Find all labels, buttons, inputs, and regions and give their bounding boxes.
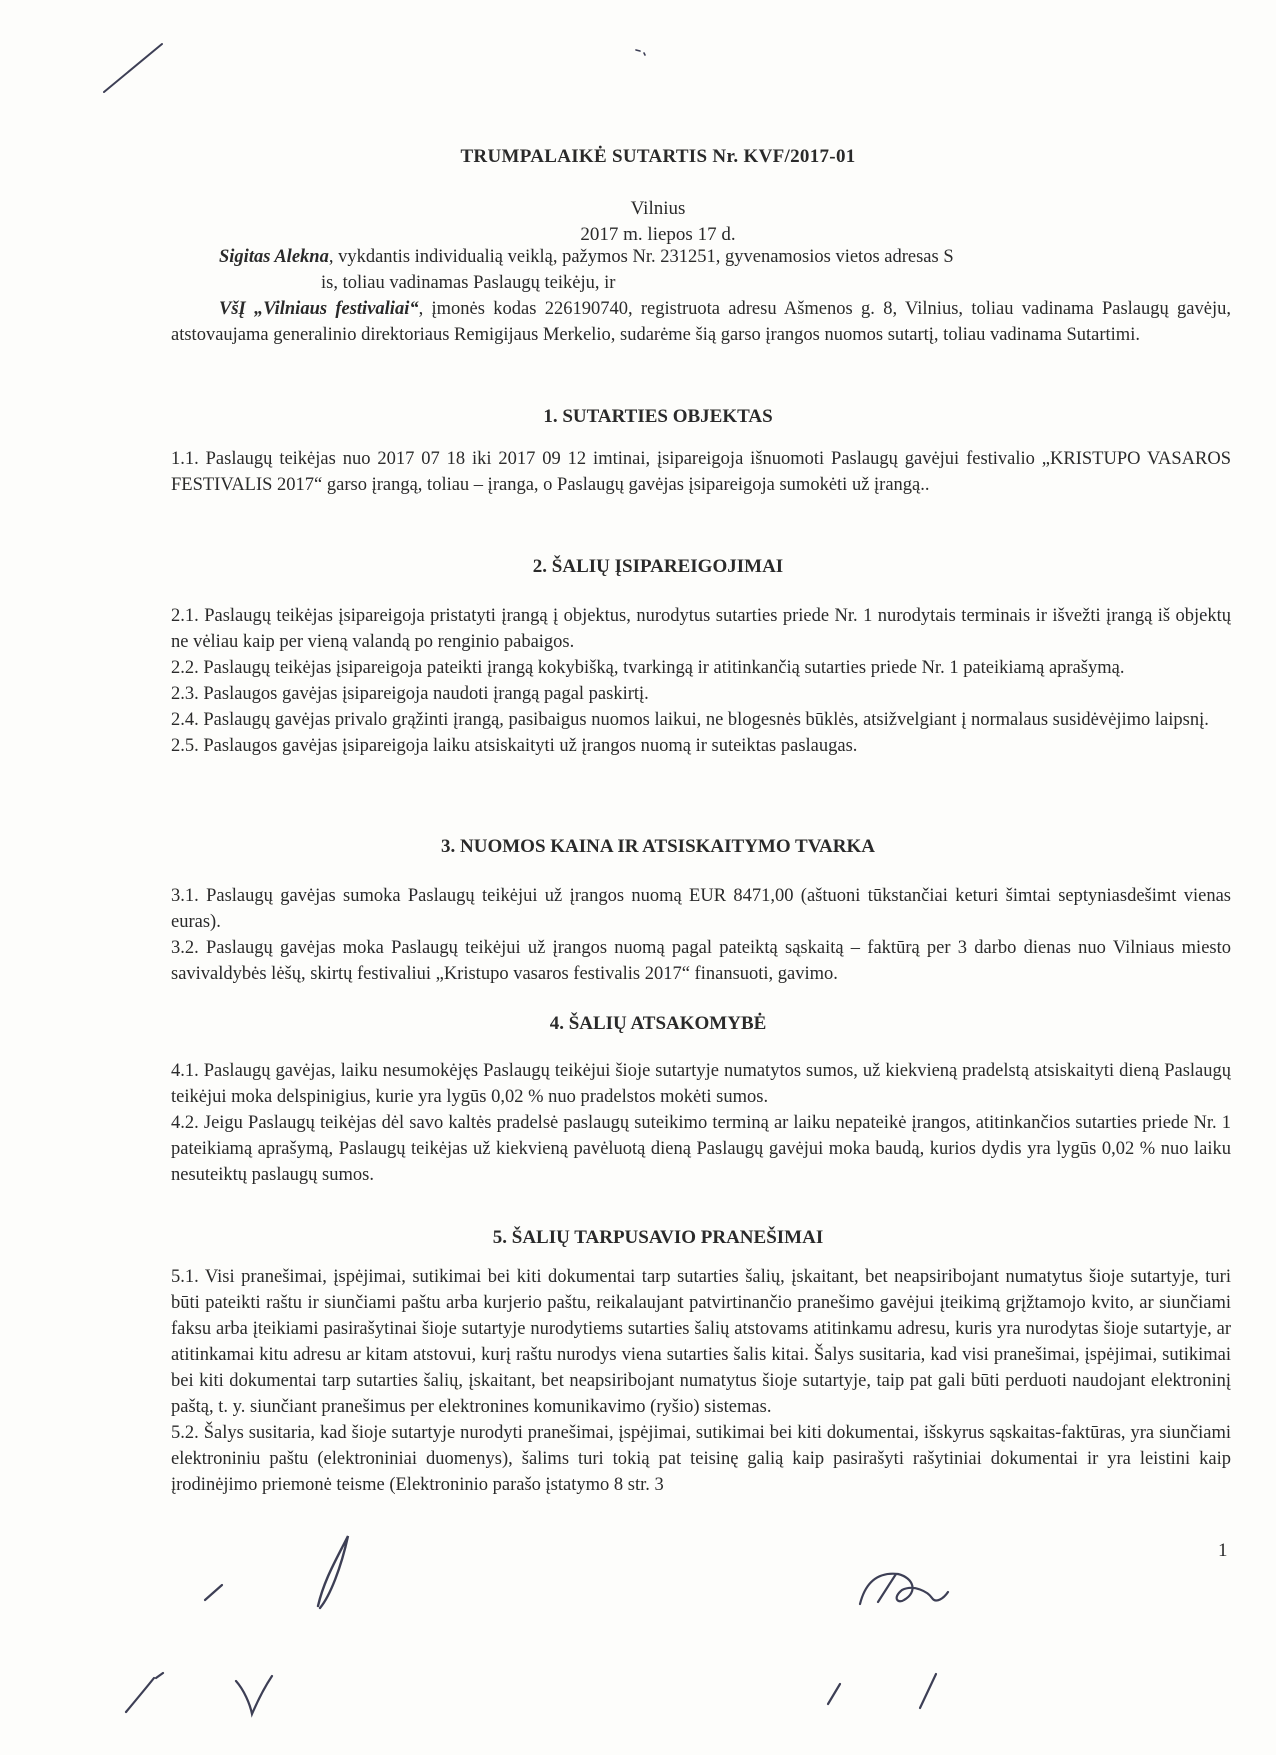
section-5-body [171, 1264, 1231, 1498]
section-4-heading: 4. ŠALIŲ ATSAKOMYBĖ [549, 1013, 767, 1034]
section-1-body [171, 446, 1231, 498]
clause-2-4: 2.4. Paslaugų gavėjas privalo grąžinti įrangą, pasibaigus nuomos laikui, ne blogesnės būklės, atsižvelgiant į normalaus susidėvėjimo laipsnį. [171, 710, 1209, 730]
clause-5-2: 5.2. Šalys susitaria, kad šioje sutartyje nurodyti pranešimai, įspėjimai, sutikimai bei kiti dokumentai, išskyrus sąskaitas-faktūras, yra siunčiami elektroniniu paštu (elektroniniai duomenys), šalims turi tokią pat teisinę galią kaip pasirašyti rašytiniai dokumentai ir yra leistini kaip įrodinėjimo priemonė teisme (Elektroninio parašo įstatymo 8 str. 3 [171, 1423, 1231, 1495]
party2-name: VšĮ „Vilniaus festivaliai“ [219, 299, 419, 319]
initial-mark-3 [126, 1673, 163, 1712]
pen-stroke-top-left [104, 44, 162, 92]
party1-name: Sigitas Alekna [219, 247, 329, 267]
clause-3-1: 3.1. Paslaugų gavėjas sumoka Paslaugų teikėjui už įrangos nuomą EUR 8471,00 (aštuoni tūkstančiai keturi šimtai septyniasdešimt vienas euras). [171, 886, 1231, 932]
intro-party2 [171, 296, 1231, 348]
section-2-heading: 2. ŠALIŲ ĮSIPAREIGOJIMAI [532, 556, 784, 577]
intro-block [171, 244, 1231, 348]
party2-text: , įmonės kodas 226190740, registruota adresu Ašmenos g. 8, Vilnius, toliau vadinama Paslaugų gavėju, atstovaujama generalinio direktoriaus Remigijaus Merkelio, sudarėme šią garso įrangos nuomos sutartį, toliau vadinama Sutartimi. [171, 299, 1231, 345]
signature-mark [860, 1574, 948, 1604]
clause-2-1: 2.1. Paslaugų teikėjas įsipareigoja pristatyti įrangą į objektus, nurodytus sutarties priede Nr. 1 nurodytais terminais ir išvežti įrangą iš objektų ne vėliau kaip per vieną valandą po renginio pabaigos. [171, 606, 1231, 652]
document-place: Vilnius [630, 198, 686, 219]
section-3-heading: 3. NUOMOS KAINA IR ATSISKAITYMO TVARKA [441, 836, 875, 857]
clause-5-1: 5.1. Visi pranešimai, įspėjimai, sutikimai bei kiti dokumentai tarp sutarties šalių, įskaitant, bet neapsiribojant numatytus šioje sutartyje, turi būti pateikti raštu ir siunčiami paštu arba kurjerio paštu, reikalaujant patvirtinančio pranešimo gavėjui įteikimą grįžtamojo kvito, ar siunčiami faksu arba įteikiami pasirašytinai šioje sutartyje nurodytiems sutarties šalių atstovams atitinkamu adresu, kuris yra nurodytas šioje sutartyje, ar atitinkamai kitu adresu ar kitam atstovui, kurį raštu nurodys viena sutarties šalis kitai. Šalys susitaria, kad visi pranešimai, įspėjimai, sutikimai bei kiti dokumentai tarp sutarties šalių, įskaitant, bet neapsiribojant numatytus šioje sutartyje, taip pat gali būti perduoti naudojant elektroninį paštą, t. y. siunčiant pranešimus per elektronines komunikavimo (ryšio) sistemas. [171, 1267, 1231, 1417]
initial-mark-1 [205, 1585, 222, 1600]
section-4-body [171, 1058, 1231, 1188]
page-number: 1 [1218, 1540, 1228, 1561]
clause-2-2: 2.2. Paslaugų teikėjas įsipareigoja pateikti įrangą kokybišką, tvarkingą ir atitinkančią sutarties priede Nr. 1 pateikiamą aprašymą. [171, 658, 1125, 678]
section-1-heading: 1. SUTARTIES OBJEKTAS [543, 406, 773, 427]
document-title: TRUMPALAIKĖ SUTARTIS Nr. KVF/2017-01 [460, 146, 856, 167]
section-5-heading: 5. ŠALIŲ TARPUSAVIO PRANEŠIMAI [492, 1227, 824, 1248]
document-date: 2017 m. liepos 17 d. [580, 224, 736, 245]
scan-dot-top [636, 50, 645, 55]
initial-mark-5 [828, 1684, 840, 1704]
party1-text-a: , vykdantis individualią veiklą, pažymos Nr. 231251, gyvenamosios vietos adresas S [328, 247, 954, 267]
initial-mark-6 [920, 1674, 936, 1708]
clause-3-2: 3.2. Paslaugų gavėjas moka Paslaugų teikėjui už įrangos nuomą pagal pateiktą sąskaitą – faktūrą per 3 darbo dienas nuo Vilniaus miesto savivaldybės lėšų, skirtų festivaliui „Kristupo vasaros festivalis 2017“ finansuoti, gavimo. [171, 938, 1231, 984]
clause-4-1: 4.1. Paslaugų gavėjas, laiku nesumokėjęs Paslaugų teikėjui šioje sutartyje numatytos sumos, už kiekvieną pradelstą atsiskaityti dieną Paslaugų teikėjui moka delspinigius, kurie yra lygūs 0,02 % nuo pradelstos mokėti sumos. [171, 1061, 1231, 1107]
initial-mark-4 [236, 1676, 272, 1714]
initial-mark-2 [318, 1536, 348, 1608]
intro-party1-cont: is, toliau vadinamas Paslaugų teikėju, ir [321, 273, 616, 293]
clause-4-2: 4.2. Jeigu Paslaugų teikėjas dėl savo kaltės pradelsė paslaugų suteikimo terminą ar laiku nepateikė įrangos, atitinkančios sutarties priede Nr. 1 pateikiamą aprašymą, Paslaugų teikėjas už kiekvieną pavėluotą dieną Paslaugų gavėjui moka baudą, kurios dydis yra lygūs 0,02 % nuo laiku nesuteiktų paslaugų sumos. [171, 1113, 1231, 1185]
section-3-body [171, 883, 1231, 987]
intro-party1 [171, 244, 1231, 270]
clause-1-1: 1.1. Paslaugų teikėjas nuo 2017 07 18 iki 2017 09 12 imtinai, įsipareigoja išnuomoti Paslaugų gavėjui festivalio „KRISTUPO VASAROS FESTIVALIS 2017“ garso įrangą, toliau – įranga, o Paslaugų gavėjas įsipareigoja sumokėti už įrangą.. [171, 449, 1231, 495]
clause-2-3: 2.3. Paslaugos gavėjas įsipareigoja naudoti įrangą pagal paskirtį. [171, 684, 649, 704]
section-2-body [171, 603, 1231, 759]
clause-2-5: 2.5. Paslaugos gavėjas įsipareigoja laiku atsiskaityti už įrangos nuomą ir suteiktas paslaugas. [171, 736, 858, 756]
